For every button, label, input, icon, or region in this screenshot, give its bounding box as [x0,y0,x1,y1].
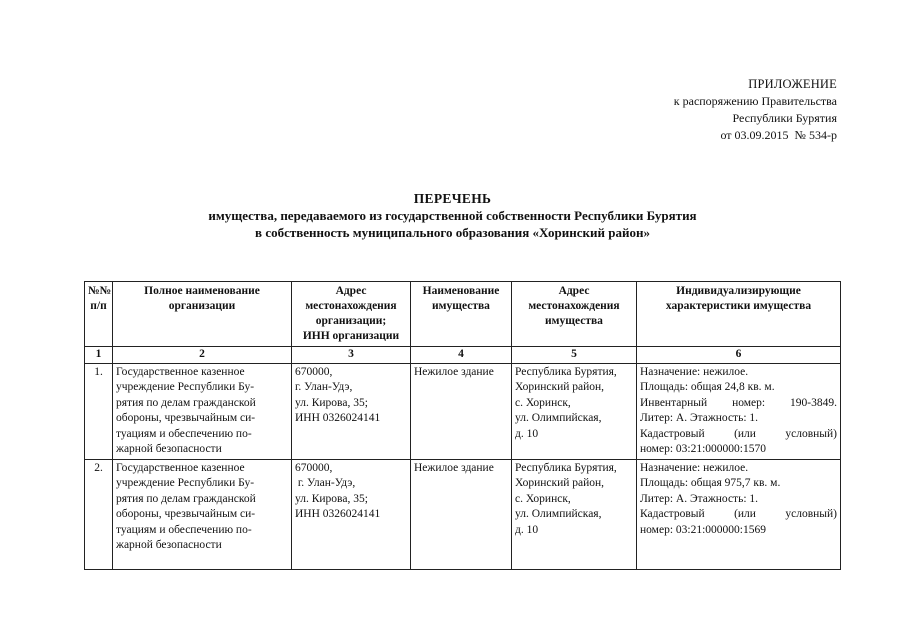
property-address-cell: Республика Бурятия, Хоринский район, с. Хоринск, ул. Олимпийская, д. 10 [512,459,637,569]
header-characteristics: Индивидуализирующие характеристики имущества [637,282,841,347]
column-number-row [85,347,841,364]
property-address-cell: Республика Бурятия, Хоринский район, с. Хоринск, ул. Олимпийская, д. 10 [512,363,637,459]
characteristics-cell: Назначение: нежилое. Площадь: общая 975,7 кв. м. Литер: А. Этажность: 1. Кадастровый (или условный) номер: 03:21:000000:1569 [637,459,841,569]
table-header-row [85,282,841,347]
table-row [85,459,841,569]
column-number: 2 [113,347,292,364]
appendix-line-3: от 03.09.2015 № 534-р [720,128,837,142]
row-number: 2. [85,459,113,569]
appendix-line-1: к распоряжению Правительства [673,94,837,108]
header-num: №№ п/п [85,282,113,347]
document-heading [0,190,905,241]
heading-subtitle-1: имущества, передаваемого из государственной собственности Республики Бурятия [208,208,697,223]
header-org-name: Полное наименование организации [113,282,292,347]
column-number: 5 [512,347,637,364]
property-table [84,281,841,570]
heading-title: ПЕРЕЧЕНЬ [413,191,492,206]
org-address-cell: 670000, г. Улан-Удэ, ул. Кирова, 35; ИНН 0326024141 [292,459,411,569]
heading-subtitle-2: в собственность муниципального образования «Хоринский район» [255,225,650,240]
org-name-cell: Государственное казенное учреждение Республики Бу- рятия по делам гражданской обороны, чрезвычайным си- туациям и обеспечению по- жарной безопасности [113,363,292,459]
org-name-cell: Государственное казенное учреждение Республики Бу- рятия по делам гражданской обороны, чрезвычайным си- туациям и обеспечению по- жарной безопасности [113,459,292,569]
appendix-line-2: Республики Бурятия [732,111,837,125]
column-number: 3 [292,347,411,364]
column-number: 1 [85,347,113,364]
table-row [85,363,841,459]
header-property-name: Наименование имущества [411,282,512,347]
header-property-address: Адрес местонахождения имущества [512,282,637,347]
column-number: 6 [637,347,841,364]
property-name-cell: Нежилое здание [411,459,512,569]
org-address-cell: 670000, г. Улан-Удэ, ул. Кирова, 35; ИНН 0326024141 [292,363,411,459]
header-org-address: Адрес местонахождения организации; ИНН организации [292,282,411,347]
appendix-block [674,76,837,144]
property-name-cell: Нежилое здание [411,363,512,459]
row-number: 1. [85,363,113,459]
characteristics-cell: Назначение: нежилое. Площадь: общая 24,8 кв. м. Инвентарный номер: 190-3849. Литер: А. Этажность: 1. Кадастровый (или условный) номер: 03:21:000000:1570 [637,363,841,459]
column-number: 4 [411,347,512,364]
appendix-title: ПРИЛОЖЕНИЕ [748,77,837,91]
